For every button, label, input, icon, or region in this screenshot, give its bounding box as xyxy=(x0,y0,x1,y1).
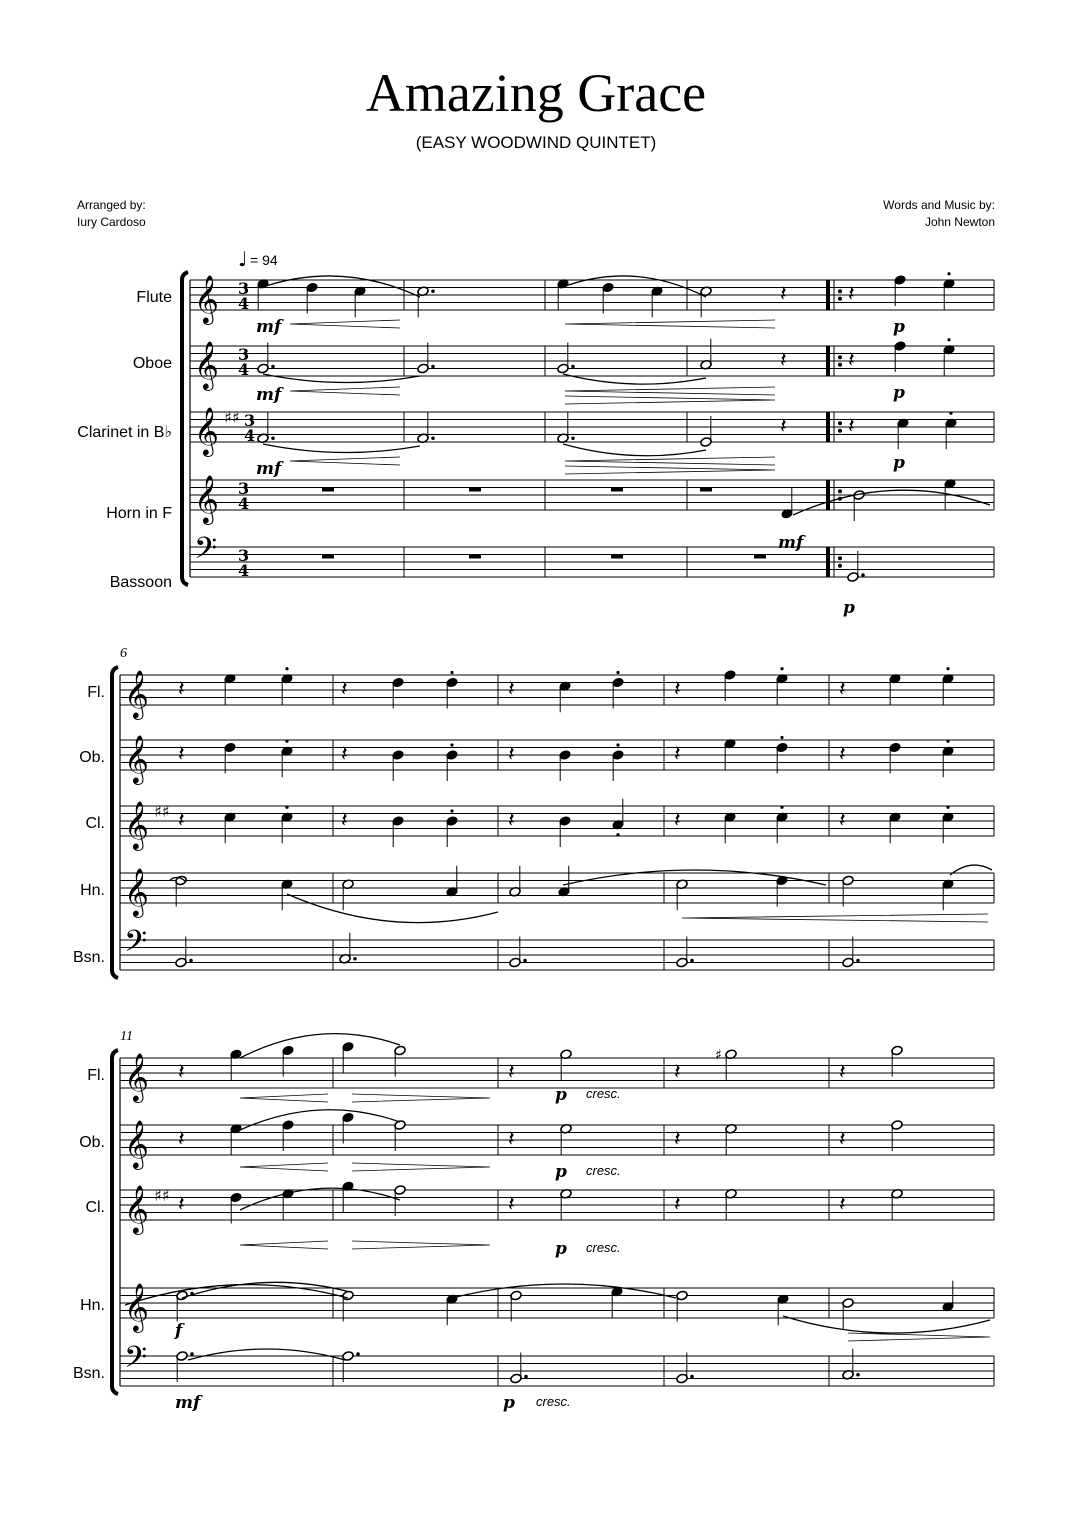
whole-rest-icon xyxy=(469,555,481,559)
instrument-label: Bassoon xyxy=(109,574,172,591)
quarter-rest-icon: 𝄽 xyxy=(178,1192,185,1217)
dynamic-mf: mf xyxy=(256,385,282,405)
staccato-dot xyxy=(946,667,949,670)
staccato-dot xyxy=(947,272,950,275)
slur xyxy=(263,444,420,453)
dynamic-mf: mf xyxy=(256,459,282,479)
augmentation-dot xyxy=(190,1352,194,1356)
cresc-marking: cresc. xyxy=(586,1240,621,1255)
slur xyxy=(188,1349,345,1360)
repeat-dot xyxy=(838,355,842,359)
instrument-label: Fl. xyxy=(87,684,105,701)
staccato-dot xyxy=(946,740,949,743)
quarter-rest-icon: 𝄽 xyxy=(674,1127,681,1152)
bass-clef-icon: 𝄢 xyxy=(194,532,218,573)
whole-rest-icon xyxy=(611,555,623,559)
system-bracket xyxy=(112,1050,118,1394)
repeat-dot xyxy=(838,489,842,493)
instrument-label: Cl. xyxy=(85,1199,105,1216)
time-signature-top: 3 xyxy=(238,279,250,298)
quarter-rest-icon: 𝄽 xyxy=(508,1192,515,1217)
augmentation-dot xyxy=(353,957,357,961)
augmentation-dot xyxy=(189,959,193,963)
staccato-dot xyxy=(780,736,783,739)
dynamic-f: f xyxy=(175,1321,183,1341)
quarter-rest-icon: 𝄽 xyxy=(178,1060,185,1085)
bass-clef-icon: 𝄢 xyxy=(124,925,148,966)
augmentation-dot xyxy=(431,436,435,440)
whole-rest-icon xyxy=(754,555,766,559)
quarter-rest-icon: 𝄽 xyxy=(839,742,846,767)
crescendo-hairpin xyxy=(290,387,400,395)
staccato-dot xyxy=(947,338,950,341)
quarter-rest-icon: 𝄽 xyxy=(780,348,787,373)
quarter-rest-icon: 𝄽 xyxy=(839,1060,846,1085)
quarter-rest-icon: 𝄽 xyxy=(178,742,185,767)
treble-clef-icon: 𝄞 xyxy=(124,1119,149,1168)
augmentation-dot xyxy=(356,1352,360,1356)
augmentation-dot xyxy=(861,573,865,577)
treble-clef-icon: 𝄞 xyxy=(124,1052,149,1101)
augmentation-dot xyxy=(856,1373,860,1377)
slur xyxy=(240,1034,400,1058)
quarter-rest-icon: 𝄽 xyxy=(674,1192,681,1217)
score-systems xyxy=(73,272,994,1413)
quarter-rest-icon: 𝄽 xyxy=(839,808,846,833)
augmentation-dot xyxy=(690,959,694,963)
instrument-label: Cl. xyxy=(85,815,105,832)
dynamic-p: p xyxy=(503,1393,515,1413)
repeat-dot xyxy=(838,556,842,560)
diminuendo-hairpin xyxy=(565,466,775,474)
quarter-rest-icon: 𝄽 xyxy=(839,1127,846,1152)
dynamic-p: p xyxy=(555,1085,567,1105)
whole-rest-icon xyxy=(700,488,712,492)
dynamic-p: p xyxy=(893,383,905,403)
staccato-dot xyxy=(949,412,952,415)
quarter-rest-icon: 𝄽 xyxy=(508,677,515,702)
staccato-dot xyxy=(450,809,453,812)
quarter-rest-icon: 𝄽 xyxy=(848,348,855,373)
repeat-dot xyxy=(838,429,842,433)
slur xyxy=(563,870,826,885)
crescendo-hairpin xyxy=(240,1163,328,1171)
treble-clef-icon: 𝄞 xyxy=(194,274,219,323)
dynamic-mf: mf xyxy=(778,533,804,553)
dynamic-p: p xyxy=(555,1162,567,1182)
treble-clef-icon: 𝄞 xyxy=(124,669,149,718)
instrument-label: Bsn. xyxy=(72,949,105,966)
quarter-rest-icon: 𝄽 xyxy=(780,414,787,439)
quarter-rest-icon: 𝄽 xyxy=(848,282,855,307)
treble-clef-icon: 𝄞 xyxy=(194,406,219,455)
instrument-label: Ob. xyxy=(79,1134,105,1151)
staccato-dot xyxy=(780,806,783,809)
staccato-dot xyxy=(616,833,619,836)
dynamic-mf: mf xyxy=(256,317,282,337)
quarter-rest-icon: 𝄽 xyxy=(674,742,681,767)
slur xyxy=(783,1316,990,1333)
diminuendo-hairpin xyxy=(848,1333,990,1341)
treble-clef-icon: 𝄞 xyxy=(124,1282,149,1331)
time-signature-top: 3 xyxy=(238,479,250,498)
diminuendo-hairpin xyxy=(565,396,775,404)
cresc-marking: cresc. xyxy=(586,1163,621,1178)
staccato-dot xyxy=(450,671,453,674)
sharp-accidental-icon: ♯ xyxy=(715,1047,722,1064)
augmentation-dot xyxy=(271,436,275,440)
system-3 xyxy=(73,1029,994,1394)
dynamic-p: p xyxy=(893,453,905,473)
cresc-marking: cresc. xyxy=(586,1086,621,1101)
dynamic-p: p xyxy=(893,317,905,337)
dynamic-p: p xyxy=(555,1239,567,1259)
system-bracket xyxy=(112,667,118,978)
augmentation-dot xyxy=(571,436,575,440)
instrument-label: Fl. xyxy=(87,1067,105,1084)
time-signature-bottom: 4 xyxy=(244,426,256,445)
staccato-dot xyxy=(285,806,288,809)
repeat-dot xyxy=(838,421,842,425)
key-signature-sharps: ♯♯ xyxy=(154,802,170,821)
crescendo-hairpin xyxy=(565,320,775,328)
treble-clef-icon: 𝄞 xyxy=(124,867,149,916)
treble-clef-icon: 𝄞 xyxy=(194,340,219,389)
treble-clef-icon: 𝄞 xyxy=(194,474,219,523)
cresc-marking: cresc. xyxy=(536,1394,571,1409)
quarter-rest-icon: 𝄽 xyxy=(341,742,348,767)
composer-name: John Newton xyxy=(924,215,995,229)
repeat-dot xyxy=(838,564,842,568)
time-signature-bottom: 4 xyxy=(238,360,250,379)
instrument-label: Ob. xyxy=(79,749,105,766)
staccato-dot xyxy=(780,667,783,670)
staccato-dot xyxy=(285,667,288,670)
augmentation-dot xyxy=(856,959,860,963)
quarter-rest-icon: 𝄽 xyxy=(848,414,855,439)
quarter-rest-icon: 𝄽 xyxy=(178,1127,185,1152)
crescendo-hairpin xyxy=(240,1094,328,1102)
instrument-label: Horn in F xyxy=(106,505,172,522)
repeat-dot xyxy=(838,289,842,293)
instrument-label: Clarinet in B♭ xyxy=(77,424,172,441)
quarter-rest-icon: 𝄽 xyxy=(674,1060,681,1085)
arranger-name: Iury Cardoso xyxy=(77,215,146,229)
score-title: Amazing Grace xyxy=(365,63,707,123)
slur xyxy=(240,1188,400,1210)
arranger-label: Arranged by: xyxy=(77,198,146,212)
tempo-marking: ♩ = 94 xyxy=(238,247,278,271)
staccato-dot xyxy=(616,743,619,746)
dynamic-mf: mf xyxy=(175,1393,201,1413)
whole-rest-icon xyxy=(322,488,334,492)
quarter-rest-icon: 𝄽 xyxy=(508,1127,515,1152)
system-2 xyxy=(73,646,994,978)
time-signature-bottom: 4 xyxy=(238,561,250,580)
time-signature-bottom: 4 xyxy=(238,494,250,513)
quarter-rest-icon: 𝄽 xyxy=(780,282,787,307)
time-signature-top: 3 xyxy=(238,345,250,364)
augmentation-dot xyxy=(690,1375,694,1379)
diminuendo-hairpin xyxy=(352,1163,490,1171)
slur xyxy=(260,276,420,297)
time-signature-top: 3 xyxy=(244,411,256,430)
crescendo-hairpin xyxy=(240,1241,328,1249)
quarter-rest-icon: 𝄽 xyxy=(508,1060,515,1085)
measure-number: 6 xyxy=(120,646,127,661)
bass-clef-icon: 𝄢 xyxy=(124,1341,148,1382)
quarter-rest-icon: 𝄽 xyxy=(178,677,185,702)
slur xyxy=(240,1110,400,1130)
augmentation-dot xyxy=(524,1375,528,1379)
quarter-rest-icon: 𝄽 xyxy=(341,677,348,702)
quarter-rest-icon: 𝄽 xyxy=(839,1192,846,1217)
quarter-rest-icon: 𝄽 xyxy=(674,677,681,702)
staccato-dot xyxy=(946,806,949,809)
instrument-label: Hn. xyxy=(80,1297,105,1314)
whole-rest-icon xyxy=(322,555,334,559)
time-signature-top: 3 xyxy=(238,546,250,565)
slur xyxy=(263,374,420,383)
instrument-label: Flute xyxy=(136,289,172,306)
quarter-rest-icon: 𝄽 xyxy=(508,808,515,833)
crescendo-hairpin xyxy=(290,457,400,465)
augmentation-dot xyxy=(431,365,435,369)
repeat-dot xyxy=(838,297,842,301)
system-bracket xyxy=(182,272,188,585)
treble-clef-icon: 𝄞 xyxy=(124,800,149,849)
diminuendo-hairpin xyxy=(352,1094,490,1102)
treble-clef-icon: 𝄞 xyxy=(124,734,149,783)
whole-rest-icon xyxy=(611,488,623,492)
staccato-dot xyxy=(285,740,288,743)
key-signature-sharps: ♯♯ xyxy=(224,408,240,427)
key-signature-sharps: ♯♯ xyxy=(154,1186,170,1205)
crescendo-hairpin xyxy=(290,320,400,328)
score-subtitle: (EASY WOODWIND QUINTET) xyxy=(415,133,657,152)
quarter-rest-icon: 𝄽 xyxy=(839,677,846,702)
quarter-rest-icon: 𝄽 xyxy=(341,808,348,833)
staccato-dot xyxy=(450,743,453,746)
crescendo-hairpin xyxy=(565,457,775,465)
quarter-rest-icon: 𝄽 xyxy=(178,808,185,833)
augmentation-dot xyxy=(431,289,435,293)
repeat-dot xyxy=(838,363,842,367)
quarter-rest-icon: 𝄽 xyxy=(508,742,515,767)
slur xyxy=(287,894,498,923)
crescendo-hairpin xyxy=(565,387,775,395)
staccato-dot xyxy=(616,671,619,674)
quarter-rest-icon: 𝄽 xyxy=(674,808,681,833)
diminuendo-hairpin xyxy=(352,1241,490,1249)
instrument-label: Oboe xyxy=(132,355,172,372)
slur xyxy=(563,444,706,456)
measure-number: 11 xyxy=(120,1029,133,1044)
augmentation-dot xyxy=(571,365,575,369)
instrument-label: Bsn. xyxy=(72,1365,105,1382)
crescendo-hairpin xyxy=(682,914,988,922)
composer-label: Words and Music by: xyxy=(883,198,995,212)
slur xyxy=(950,865,992,875)
instrument-label: Hn. xyxy=(80,882,105,899)
time-signature-bottom: 4 xyxy=(238,294,250,313)
augmentation-dot xyxy=(523,959,527,963)
augmentation-dot xyxy=(271,365,275,369)
whole-rest-icon xyxy=(469,488,481,492)
dynamic-p: p xyxy=(843,598,855,618)
slur xyxy=(560,276,706,297)
treble-clef-icon: 𝄞 xyxy=(124,1184,149,1233)
